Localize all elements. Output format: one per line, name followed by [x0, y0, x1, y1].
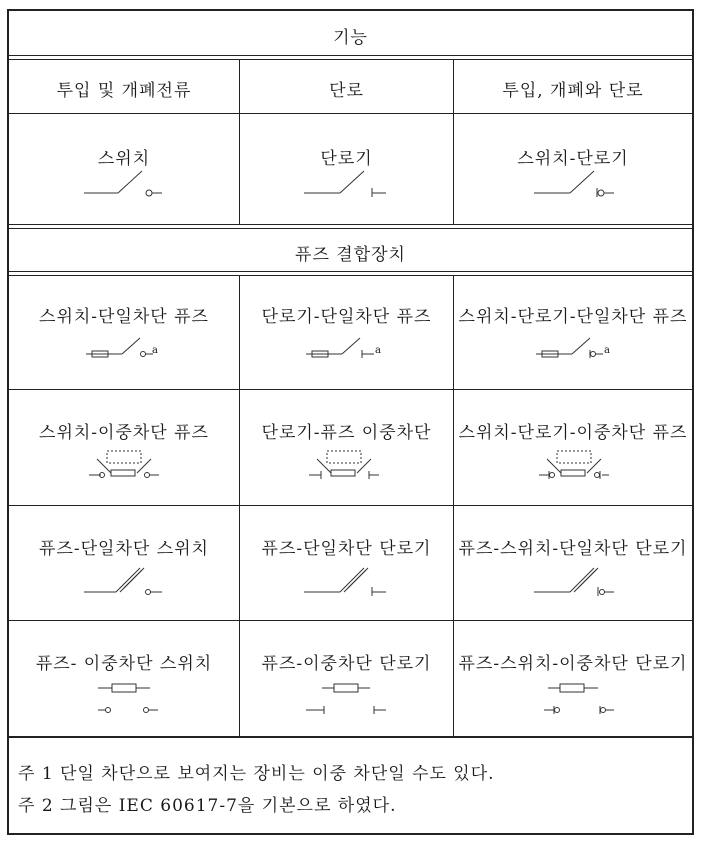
- fuse-double-disconnector-symbol: [300, 676, 395, 721]
- table-title: 기능: [333, 28, 368, 48]
- cell-label: 스위치-단로기-단일차단 퓨즈: [458, 307, 688, 327]
- cell-label: 스위치-단로기-이중차단 퓨즈: [458, 423, 688, 443]
- terminal-mark: a: [604, 345, 610, 356]
- cell-label: 퓨즈- 이중차단 스위치: [35, 654, 213, 674]
- cell-label: 퓨즈-이중차단 단로기: [261, 654, 432, 674]
- fuse-switch-double-disconnector-symbol: [540, 676, 620, 721]
- cell-label: 단로기: [320, 149, 373, 169]
- switch-symbol: [80, 165, 170, 200]
- terminal-mark: a: [375, 345, 381, 356]
- cell-label: 스위치-단일차단 퓨즈: [39, 307, 209, 327]
- column-header: 투입 및 개폐전류: [56, 81, 192, 101]
- row-divider: [7, 389, 694, 390]
- cell-label: 퓨즈-스위치-단일차단 단로기: [458, 539, 688, 559]
- row-divider: [7, 620, 694, 621]
- notes-divider: [7, 736, 694, 738]
- switch-fuse-symbol: [82, 330, 172, 365]
- note-1: 주 1 단일 차단으로 보여지는 장비는 이중 차단일 수도 있다.: [18, 764, 495, 784]
- cell-label: 단로기-단일차단 퓨즈: [261, 307, 432, 327]
- fuse-switch-disconnector-symbol: [530, 560, 625, 600]
- fuse-double-switch-symbol: [92, 676, 172, 721]
- disconnector-symbol: [300, 165, 395, 200]
- cell-label: 스위치-이중차단 퓨즈: [39, 423, 209, 443]
- disconnector-double-fuse-symbol: [305, 445, 385, 485]
- cell-label: 퓨즈-스위치-이중차단 단로기: [458, 654, 688, 674]
- cell-label: 스위치-단로기: [517, 149, 629, 169]
- switch-disconnector-symbol: [530, 165, 625, 200]
- row-divider: [7, 505, 694, 506]
- switch-double-fuse-symbol: [85, 445, 165, 485]
- switch-disconnector-double-fuse-symbol: [535, 445, 615, 485]
- fuse-disconnector-symbol: [300, 560, 395, 600]
- note-2: 주 2 그림은 IEC 60617-7을 기본으로 하였다.: [18, 796, 397, 816]
- notes: [18, 758, 495, 822]
- fuse-switch-symbol: [80, 560, 170, 600]
- terminal-mark: a: [152, 345, 158, 356]
- cell-label: 퓨즈-단일차단 스위치: [39, 539, 209, 559]
- cell-label: 퓨즈-단일차단 단로기: [261, 539, 432, 559]
- column-header: 단로: [329, 81, 364, 101]
- column-header: 투입, 개폐와 단로: [502, 81, 644, 101]
- header-divider: [7, 55, 694, 60]
- cell-label: 단로기-퓨즈 이중차단: [261, 423, 432, 443]
- cell-label: 스위치: [97, 149, 151, 169]
- section-divider: [7, 271, 694, 276]
- section-divider: [7, 224, 694, 229]
- section-title: 퓨즈 결합장치: [295, 245, 406, 265]
- row-divider: [7, 113, 694, 114]
